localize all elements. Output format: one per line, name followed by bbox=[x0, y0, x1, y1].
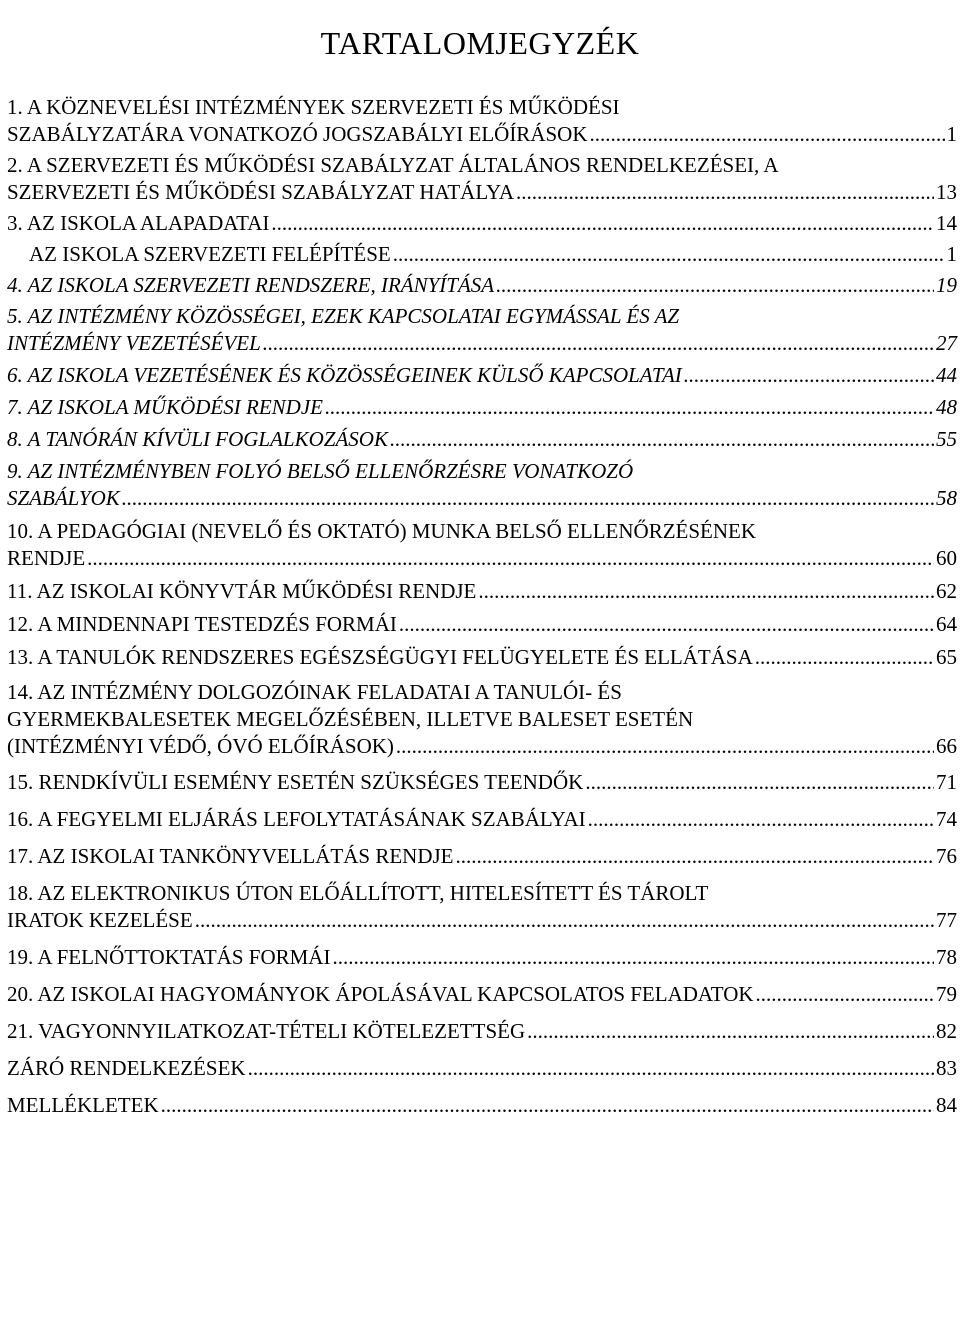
toc-entry[interactable] bbox=[7, 210, 957, 237]
toc-page-number: 78 bbox=[936, 945, 957, 969]
dot-leader bbox=[756, 981, 934, 1008]
toc-entry[interactable] bbox=[7, 458, 957, 512]
toc-entry[interactable] bbox=[7, 843, 957, 870]
toc-page-number: 84 bbox=[936, 1093, 957, 1117]
toc-entry[interactable] bbox=[7, 679, 957, 760]
toc-page-number: 1 bbox=[946, 122, 957, 146]
toc-entry-text: 5. AZ INTÉZMÉNY KÖZÖSSÉGEI, EZEK KAPCSOLATAI EGYMÁSSAL ÉS AZ bbox=[7, 304, 680, 328]
toc-entry-text: 12. A MINDENNAPI TESTEDZÉS FORMÁI bbox=[7, 612, 397, 636]
toc-entry[interactable] bbox=[7, 1055, 957, 1082]
toc-entry[interactable] bbox=[7, 94, 957, 148]
toc-entry-line bbox=[7, 578, 957, 605]
toc-entry-text: 1. A KÖZNEVELÉSI INTÉZMÉNYEK SZERVEZETI ÉS MŰKÖDÉSI bbox=[7, 95, 620, 119]
toc-page-number: 1 bbox=[946, 242, 957, 266]
toc-page-number: 58 bbox=[936, 486, 957, 510]
dot-leader bbox=[684, 362, 934, 389]
toc-entry[interactable] bbox=[7, 578, 957, 605]
toc-entry-line bbox=[7, 944, 957, 971]
toc-page-number: 13 bbox=[936, 180, 957, 204]
dot-leader bbox=[478, 578, 934, 605]
toc-entry-text: GYERMEKBALESETEK MEGELŐZÉSÉBEN, ILLETVE BALESET ESETÉN bbox=[7, 707, 694, 731]
toc-entry-line bbox=[7, 706, 957, 733]
toc-entry-line bbox=[7, 1018, 957, 1045]
dot-leader bbox=[87, 545, 934, 572]
toc-page-number: 44 bbox=[936, 363, 957, 387]
toc-entry-line bbox=[7, 362, 957, 389]
toc-entry-line bbox=[7, 426, 957, 453]
toc-entry-line bbox=[7, 485, 957, 512]
toc-entry-line bbox=[7, 1092, 957, 1119]
toc-page-number: 65 bbox=[936, 645, 957, 669]
toc-entry-text: ZÁRÓ RENDELKEZÉSEK bbox=[7, 1056, 246, 1080]
toc-entry-text: SZABÁLYZATÁRA VONATKOZÓ JOGSZABÁLYI ELŐÍRÁSOK bbox=[7, 122, 588, 146]
dot-leader bbox=[122, 485, 934, 512]
toc-entry-text: RENDJE bbox=[7, 546, 86, 570]
toc-entry-text: 16. A FEGYELMI ELJÁRÁS LEFOLYTATÁSÁNAK SZABÁLYAI bbox=[7, 807, 586, 831]
toc-entry-text: 11. AZ ISKOLAI KÖNYVTÁR MŰKÖDÉSI RENDJE bbox=[7, 579, 477, 603]
toc-entry[interactable] bbox=[7, 1018, 957, 1045]
toc-entry[interactable] bbox=[7, 981, 957, 1008]
toc-page-number: 55 bbox=[936, 427, 957, 451]
dot-leader bbox=[456, 843, 935, 870]
toc-entry-text: SZERVEZETI ÉS MŰKÖDÉSI SZABÁLYZAT HATÁLYA bbox=[7, 180, 515, 204]
toc-entry-line bbox=[7, 394, 957, 421]
toc-page-number: 14 bbox=[936, 211, 957, 235]
toc-entry-line bbox=[7, 152, 957, 179]
toc-entry[interactable] bbox=[7, 806, 957, 833]
toc-entry-line bbox=[7, 303, 957, 330]
toc-entry-line bbox=[7, 843, 957, 870]
toc-page-number: 71 bbox=[936, 770, 957, 794]
toc-page-number: 62 bbox=[936, 579, 957, 603]
dot-leader bbox=[588, 806, 934, 833]
toc-entry[interactable] bbox=[7, 241, 957, 268]
toc-entry-line bbox=[7, 179, 957, 206]
toc-entry[interactable] bbox=[7, 394, 957, 421]
toc-entry-line bbox=[7, 880, 957, 907]
toc-entry-text: 6. AZ ISKOLA VEZETÉSÉNEK ÉS KÖZÖSSÉGEINEK KÜLSŐ KAPCSOLATAI bbox=[7, 363, 682, 387]
toc-entry-text: 21. VAGYONNYILATKOZAT-TÉTELI KÖTELEZETTSÉG bbox=[7, 1019, 526, 1043]
toc-entry-text: MELLÉKLETEK bbox=[7, 1093, 159, 1117]
toc-page-number: 19 bbox=[936, 273, 957, 297]
toc-page-number: 82 bbox=[936, 1019, 957, 1043]
toc-entry-text: 18. AZ ELEKTRONIKUS ÚTON ELŐÁLLÍTOTT, HITELESÍTETT ÉS TÁROLT bbox=[7, 881, 709, 905]
toc-entry-text: 19. A FELNŐTTOKTATÁS FORMÁI bbox=[7, 945, 331, 969]
dot-leader bbox=[755, 644, 934, 671]
toc-entry[interactable] bbox=[7, 362, 957, 389]
dot-leader bbox=[161, 1092, 934, 1119]
toc-entry-text: IRATOK KEZELÉSE bbox=[7, 908, 193, 932]
toc-entry-text: SZABÁLYOK bbox=[7, 486, 120, 510]
dot-leader bbox=[390, 426, 934, 453]
toc-entry-text: 14. AZ INTÉZMÉNY DOLGOZÓINAK FELADATAI A TANULÓI- ÉS bbox=[7, 680, 622, 704]
toc-entry-line bbox=[7, 907, 957, 934]
toc-entry-text: 13. A TANULÓK RENDSZERES EGÉSZSÉGÜGYI FELÜGYELETE ÉS ELLÁTÁSA bbox=[7, 645, 753, 669]
dot-leader bbox=[248, 1055, 934, 1082]
toc-entry[interactable] bbox=[7, 880, 957, 934]
toc-entry[interactable] bbox=[7, 426, 957, 453]
toc-page-number: 66 bbox=[936, 734, 957, 758]
toc-page-number: 83 bbox=[936, 1056, 957, 1080]
toc-page-number: 79 bbox=[936, 982, 957, 1006]
dot-leader bbox=[585, 769, 934, 796]
toc-entry[interactable] bbox=[7, 518, 957, 572]
dot-leader bbox=[263, 330, 934, 357]
toc-entry-line bbox=[7, 210, 957, 237]
toc-entry-text: 2. A SZERVEZETI ÉS MŰKÖDÉSI SZABÁLYZAT ÁLTALÁNOS RENDELKEZÉSEI, A bbox=[7, 153, 779, 177]
toc-entry-text: 4. AZ ISKOLA SZERVEZETI RENDSZERE, IRÁNYÍTÁSA bbox=[7, 273, 495, 297]
page-title: TARTALOMJEGYZÉK bbox=[320, 25, 640, 62]
dot-leader bbox=[195, 907, 934, 934]
toc-entry[interactable] bbox=[7, 303, 957, 357]
toc-entry-text: 10. A PEDAGÓGIAI (NEVELŐ ÉS OKTATÓ) MUNKA BELSŐ ELLENŐRZÉSÉNEK bbox=[7, 519, 757, 543]
toc-entry-line bbox=[7, 330, 957, 357]
toc-entry-line bbox=[7, 981, 957, 1008]
toc-entry-text: (INTÉZMÉNYI VÉDŐ, ÓVÓ ELŐÍRÁSOK) bbox=[7, 734, 394, 758]
toc-entry-line bbox=[7, 733, 957, 760]
toc-entry-text: 3. AZ ISKOLA ALAPADATAI bbox=[7, 211, 270, 235]
toc-entry-line bbox=[7, 121, 957, 148]
toc-page-number: 74 bbox=[936, 807, 957, 831]
toc-entry-text: 17. AZ ISKOLAI TANKÖNYVELLÁTÁS RENDJE bbox=[7, 844, 454, 868]
dot-leader bbox=[399, 611, 934, 638]
toc-page-number: 27 bbox=[936, 331, 957, 355]
toc-entry-line bbox=[7, 94, 957, 121]
toc-entry-text: 9. AZ INTÉZMÉNYBEN FOLYÓ BELSŐ ELLENŐRZÉSRE VONATKOZÓ bbox=[7, 459, 634, 483]
toc-page-number: 77 bbox=[936, 908, 957, 932]
toc-page-number: 76 bbox=[936, 844, 957, 868]
toc-entry-line bbox=[7, 272, 957, 299]
toc-entry-line bbox=[7, 806, 957, 833]
toc-entry[interactable] bbox=[7, 769, 957, 796]
dot-leader bbox=[396, 733, 934, 760]
dot-leader bbox=[393, 241, 945, 268]
dot-leader bbox=[496, 272, 934, 299]
toc-entry-text: 20. AZ ISKOLAI HAGYOMÁNYOK ÁPOLÁSÁVAL KAPCSOLATOS FELADATOK bbox=[7, 982, 754, 1006]
dot-leader bbox=[590, 121, 945, 148]
toc-page-number: 64 bbox=[936, 612, 957, 636]
toc-entry-line bbox=[7, 644, 957, 671]
toc-entry[interactable] bbox=[7, 611, 957, 638]
toc-entry-line bbox=[7, 458, 957, 485]
dot-leader bbox=[325, 394, 934, 421]
toc-entry[interactable] bbox=[7, 272, 957, 299]
toc-entry-text: 15. RENDKÍVÜLI ESEMÉNY ESETÉN SZÜKSÉGES TEENDŐK bbox=[7, 770, 584, 794]
toc-entry-line bbox=[7, 518, 957, 545]
toc-entry[interactable] bbox=[7, 944, 957, 971]
toc-entry-line bbox=[7, 545, 957, 572]
table-of-contents bbox=[7, 94, 957, 1119]
toc-entry-text: 7. AZ ISKOLA MŰKÖDÉSI RENDJE bbox=[7, 395, 323, 419]
toc-entry-line bbox=[7, 679, 957, 706]
toc-entry-text: AZ ISKOLA SZERVEZETI FELÉPÍTÉSE bbox=[29, 242, 391, 266]
dot-leader bbox=[527, 1018, 934, 1045]
toc-entry[interactable] bbox=[7, 1092, 957, 1119]
toc-entry-line bbox=[29, 241, 957, 268]
toc-entry-text: INTÉZMÉNY VEZETÉSÉVEL bbox=[7, 331, 261, 355]
toc-page-number: 60 bbox=[936, 546, 957, 570]
toc-page-number: 48 bbox=[936, 395, 957, 419]
dot-leader bbox=[271, 210, 934, 237]
dot-leader bbox=[332, 944, 934, 971]
toc-entry-line bbox=[7, 1055, 957, 1082]
toc-entry-text: 8. A TANÓRÁN KÍVÜLI FOGLALKOZÁSOK bbox=[7, 427, 388, 451]
toc-entry[interactable] bbox=[7, 152, 957, 206]
dot-leader bbox=[516, 179, 934, 206]
toc-entry-line bbox=[7, 769, 957, 796]
toc-entry[interactable] bbox=[7, 644, 957, 671]
toc-entry-line bbox=[7, 611, 957, 638]
